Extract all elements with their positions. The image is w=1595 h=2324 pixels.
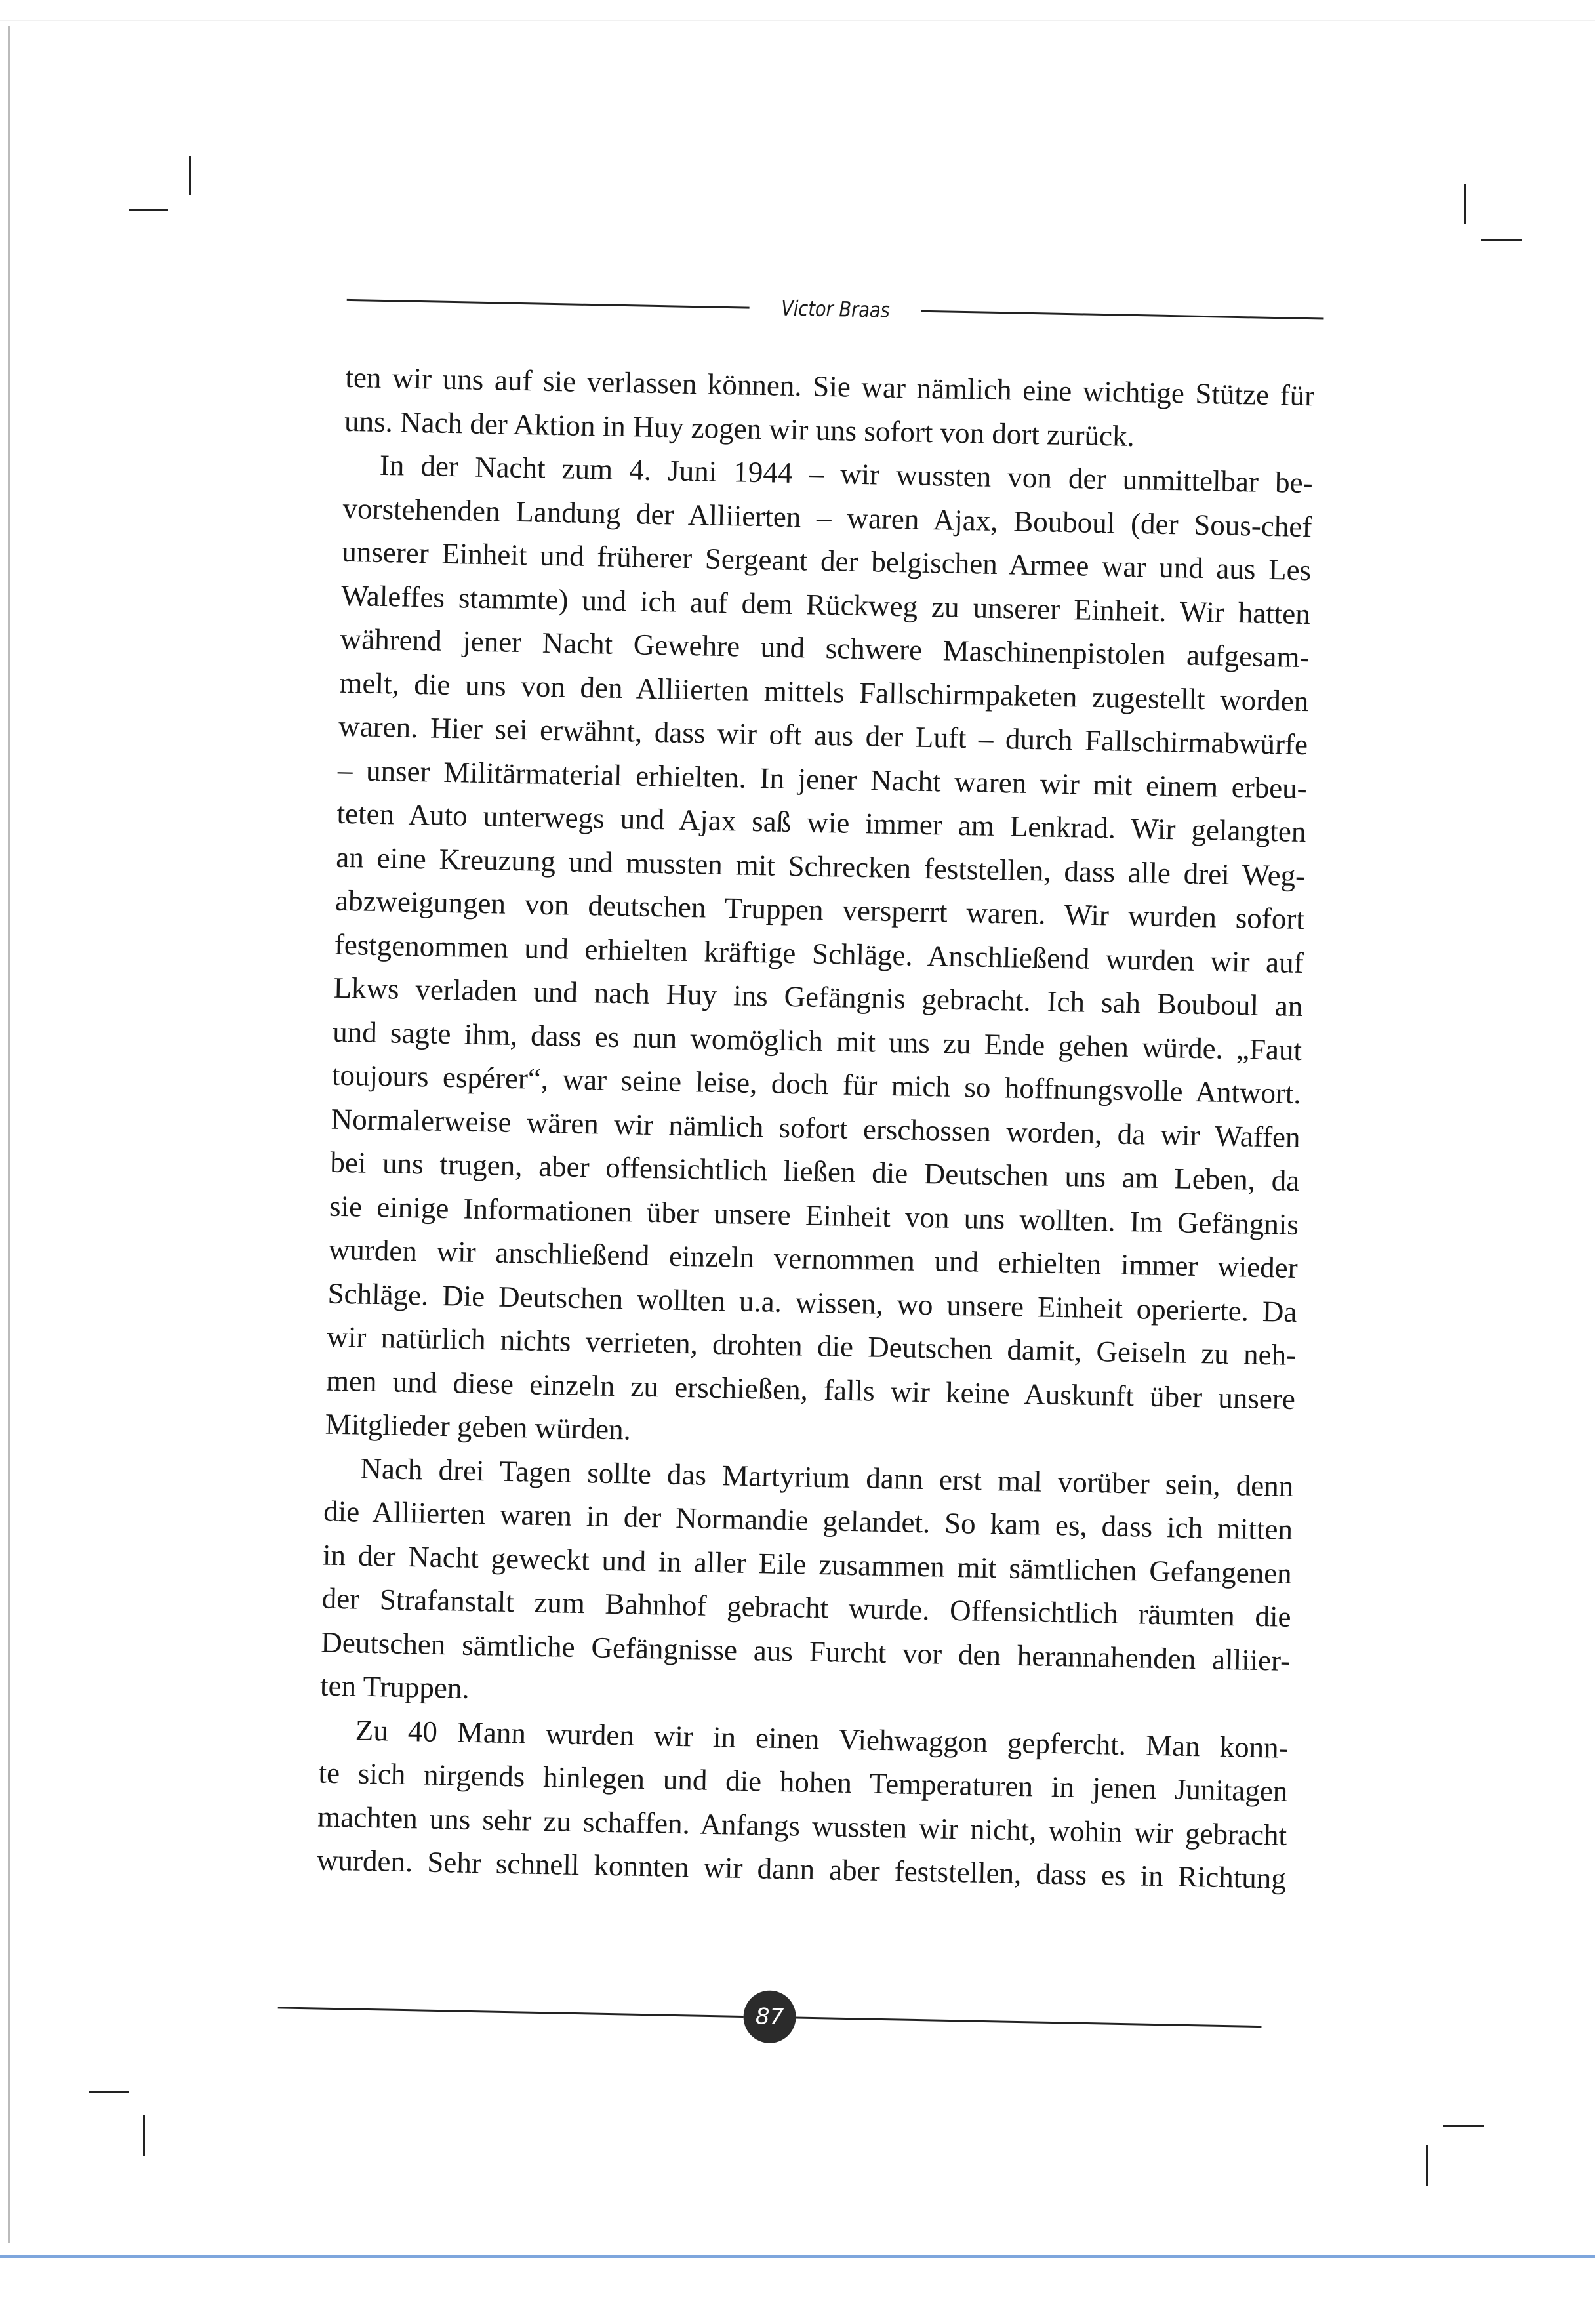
- text-line: Normalerweise wären wir nämlich sofort erschossen worden, da wir Waffen: [331, 1102, 1301, 1154]
- text-line: teten Auto unterwegs und Ajax saß wie immer am Lenkrad. Wir gelangten: [336, 796, 1306, 849]
- text-line: Zu 40 Mann wurden wir in einen Viehwaggon gepfercht. Man konn-: [355, 1713, 1289, 1764]
- text-line: te sich nirgends hinlegen und die hohen Temperaturen in jenen Junitagen: [318, 1756, 1288, 1808]
- footer-rule: [796, 2016, 1262, 2028]
- text-line: der Strafanstalt zum Bahnhof gebracht wurde. Offensichtlich räumten die: [321, 1581, 1291, 1633]
- text-line: Schläge. Die Deutschen wollten u.a. wissen, wo unsere Einheit operierte. Da: [327, 1276, 1297, 1328]
- header-rule: [921, 310, 1324, 319]
- paragraph: [316, 1707, 1289, 1900]
- text-line: Waleffes stammte) und ich auf dem Rückweg zu unserer Einheit. Wir hatten: [340, 579, 1311, 630]
- page-number: 87: [743, 1990, 797, 2044]
- text-line: an eine Kreuzung und mussten mit Schrecken feststellen, dass alle drei Weg-: [335, 840, 1306, 892]
- text-line: während jener Nacht Gewehre und schwere Maschinenpistolen aufgesam-: [340, 622, 1310, 674]
- text-line: festgenommen und erhielten kräftige Schläge. Anschließend wurden wir auf: [334, 928, 1304, 979]
- text-line: Mitglieder geben würden.: [325, 1407, 632, 1446]
- text-line: waren. Hier sei erwähnt, dass wir oft aus der Luft – durch Fallschirmabwürfe: [338, 709, 1308, 762]
- running-header: [346, 280, 1324, 338]
- text-line: Nach drei Tagen sollte das Martyrium dann erst mal vorüber sein, denn: [360, 1452, 1294, 1503]
- text-line: melt, die uns von den Alliierten mittels Fallschirmpaketen zugestellt worden: [339, 666, 1309, 718]
- running-title: Victor Braas: [780, 295, 890, 323]
- text-line: bei uns trugen, aber offensichtlich ließen die Deutschen uns am Leben, da: [330, 1145, 1300, 1198]
- text-line: Deutschen sämtliche Gefängnisse aus Furcht vor den herannahenden alliier-: [320, 1625, 1291, 1677]
- text-line: wurden wir anschließend einzeln vernommen und erhielten immer wieder: [328, 1233, 1299, 1284]
- text-line: toujours espérer“, war seine leise, doch für mich so hoffnungsvolle Antwort.: [331, 1058, 1302, 1111]
- text-line: und sagte ihm, dass es nun womöglich mit uns zu Ende gehen würde. „Faut: [332, 1015, 1302, 1067]
- header-rule: [347, 298, 750, 308]
- text-line: ten Truppen.: [319, 1669, 470, 1705]
- text-line: men und diese einzeln zu erschießen, falls wir keine Auskunft über unsere: [325, 1364, 1296, 1416]
- body-text: [316, 356, 1314, 1900]
- paragraph: [320, 1446, 1294, 1726]
- text-line: wurden. Sehr schnell konnten wir dann aber feststellen, dass es in Richtung: [316, 1843, 1287, 1895]
- text-line: ten wir uns auf sie verlassen können. Sie war nämlich eine wichtige Stütze für: [344, 360, 1315, 413]
- text-line: wir natürlich nichts verrieten, drohten die Deutschen damit, Geiseln zu neh-: [326, 1320, 1297, 1372]
- paragraph: [325, 443, 1313, 1465]
- text-line: vorstehenden Landung der Alliierten – waren Ajax, Bouboul (der Sous-chef: [342, 491, 1312, 543]
- text-line: unserer Einheit und früherer Sergeant der belgischen Armee war und aus Les: [341, 535, 1312, 587]
- text-line: machten uns sehr zu schaffen. Anfangs wussten wir nicht, wohin wir gebracht: [317, 1799, 1287, 1852]
- footer-rule: [278, 2007, 744, 2018]
- page-footer: [277, 1981, 1262, 2052]
- text-line: in der Nacht geweckt und in aller Eile zusammen mit sämtlichen Gefangenen: [322, 1538, 1293, 1590]
- text-line: uns. Nach der Aktion in Huy zogen wir uns sofort von dort zurück.: [344, 404, 1135, 453]
- text-line: Lkws verladen und nach Huy ins Gefängnis gebracht. Ich sah Bouboul an: [333, 971, 1303, 1023]
- text-line: abzweigungen von deutschen Truppen versperrt waren. Wir wurden sofort: [334, 884, 1305, 936]
- text-line: die Alliierten waren in der Normandie gelandet. So kam es, dass ich mitten: [323, 1494, 1293, 1546]
- text-line: In der Nacht zum 4. Juni 1944 – wir wussten von der unmittelbar be-: [379, 448, 1314, 500]
- text-line: – unser Militärmaterial erhielten. In jener Nacht waren wir mit einem erbeu-: [337, 753, 1308, 805]
- scan-bottom-line: [0, 2255, 1595, 2258]
- text-line: sie einige Informationen über unsere Einheit von uns wollten. Im Gefängnis: [329, 1189, 1299, 1241]
